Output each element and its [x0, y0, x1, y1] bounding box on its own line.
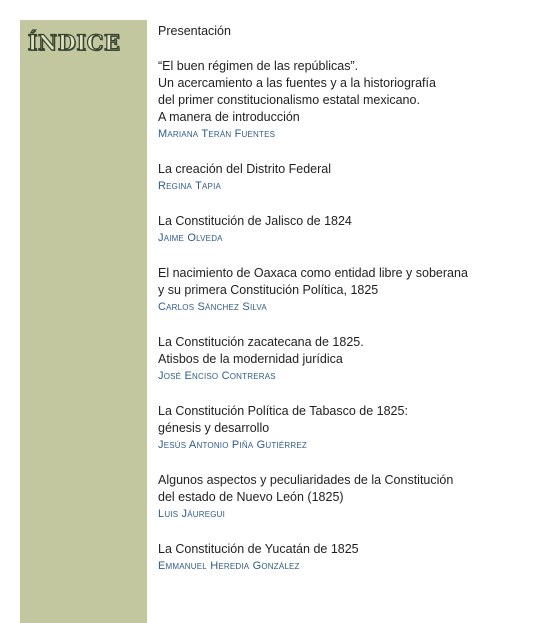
toc-entry-title-line[interactable]: A manera de introducción — [158, 110, 300, 124]
toc-entry-author: Jesús Antonio Piña Gutiérrez — [158, 439, 307, 451]
toc-entry-title-line[interactable]: y su primera Constitución Política, 1825 — [158, 283, 379, 297]
toc-entry-title-line[interactable]: Presentación — [158, 24, 231, 38]
sidebar-panel — [20, 20, 147, 623]
toc-entry-introduccion[interactable] — [158, 58, 538, 143]
toc-entry-presentacion[interactable] — [158, 23, 538, 40]
toc-entry-author: Emmanuel Heredia González — [158, 560, 300, 572]
toc-entry-title-line[interactable]: El nacimiento de Oaxaca como entidad libre y soberana — [158, 266, 468, 280]
toc-entry-oaxaca[interactable] — [158, 265, 538, 316]
toc-entry-author: Luis Jáuregui — [158, 508, 226, 520]
index-title: ÍNDICE — [27, 30, 121, 55]
toc-entry-title-line[interactable]: génesis y desarrollo — [158, 421, 270, 435]
toc-entry-author: Regina Tapia — [158, 180, 222, 192]
toc-entry-author: Jaime Olveda — [158, 232, 223, 244]
toc-entry-title-line[interactable]: La creación del Distrito Federal — [158, 162, 331, 176]
toc-entry-title-line[interactable]: Algunos aspectos y peculiaridades de la Constitución — [158, 473, 454, 487]
toc-entry-distrito-federal[interactable] — [158, 161, 538, 195]
toc-entry-nuevo-leon[interactable] — [158, 472, 538, 523]
toc-entry-tabasco[interactable] — [158, 403, 538, 454]
toc-entry-title-line[interactable]: del primer constitucionalismo estatal mexicano. — [158, 93, 420, 107]
toc-entry-title-line[interactable]: Un acercamiento a las fuentes y a la historiografía — [158, 76, 436, 90]
toc-entry-zacatecas[interactable] — [158, 334, 538, 385]
toc-entry-title-line[interactable]: La Constitución de Jalisco de 1824 — [158, 214, 352, 228]
toc-entry-yucatan[interactable] — [158, 541, 538, 575]
toc-entry-title-line[interactable]: La Constitución de Yucatán de 1825 — [158, 542, 359, 556]
toc-entry-title-line[interactable]: Atisbos de la modernidad jurídica — [158, 352, 343, 366]
toc-entry-jalisco[interactable] — [158, 213, 538, 247]
toc-entry-author: Carlos Sánchez Silva — [158, 301, 267, 313]
table-of-contents — [158, 23, 538, 593]
toc-entry-title-line[interactable]: La Constitución Política de Tabasco de 1825: — [158, 404, 408, 418]
toc-entry-title-line[interactable]: del estado de Nuevo León (1825) — [158, 490, 344, 504]
toc-entry-author: Mariana Terán Fuentes — [158, 128, 276, 140]
toc-entry-title-line[interactable]: “El buen régimen de las repúblicas”. — [158, 59, 359, 73]
toc-entry-author: José Enciso Contreras — [158, 370, 276, 382]
toc-entry-title-line[interactable]: La Constitución zacatecana de 1825. — [158, 335, 364, 349]
